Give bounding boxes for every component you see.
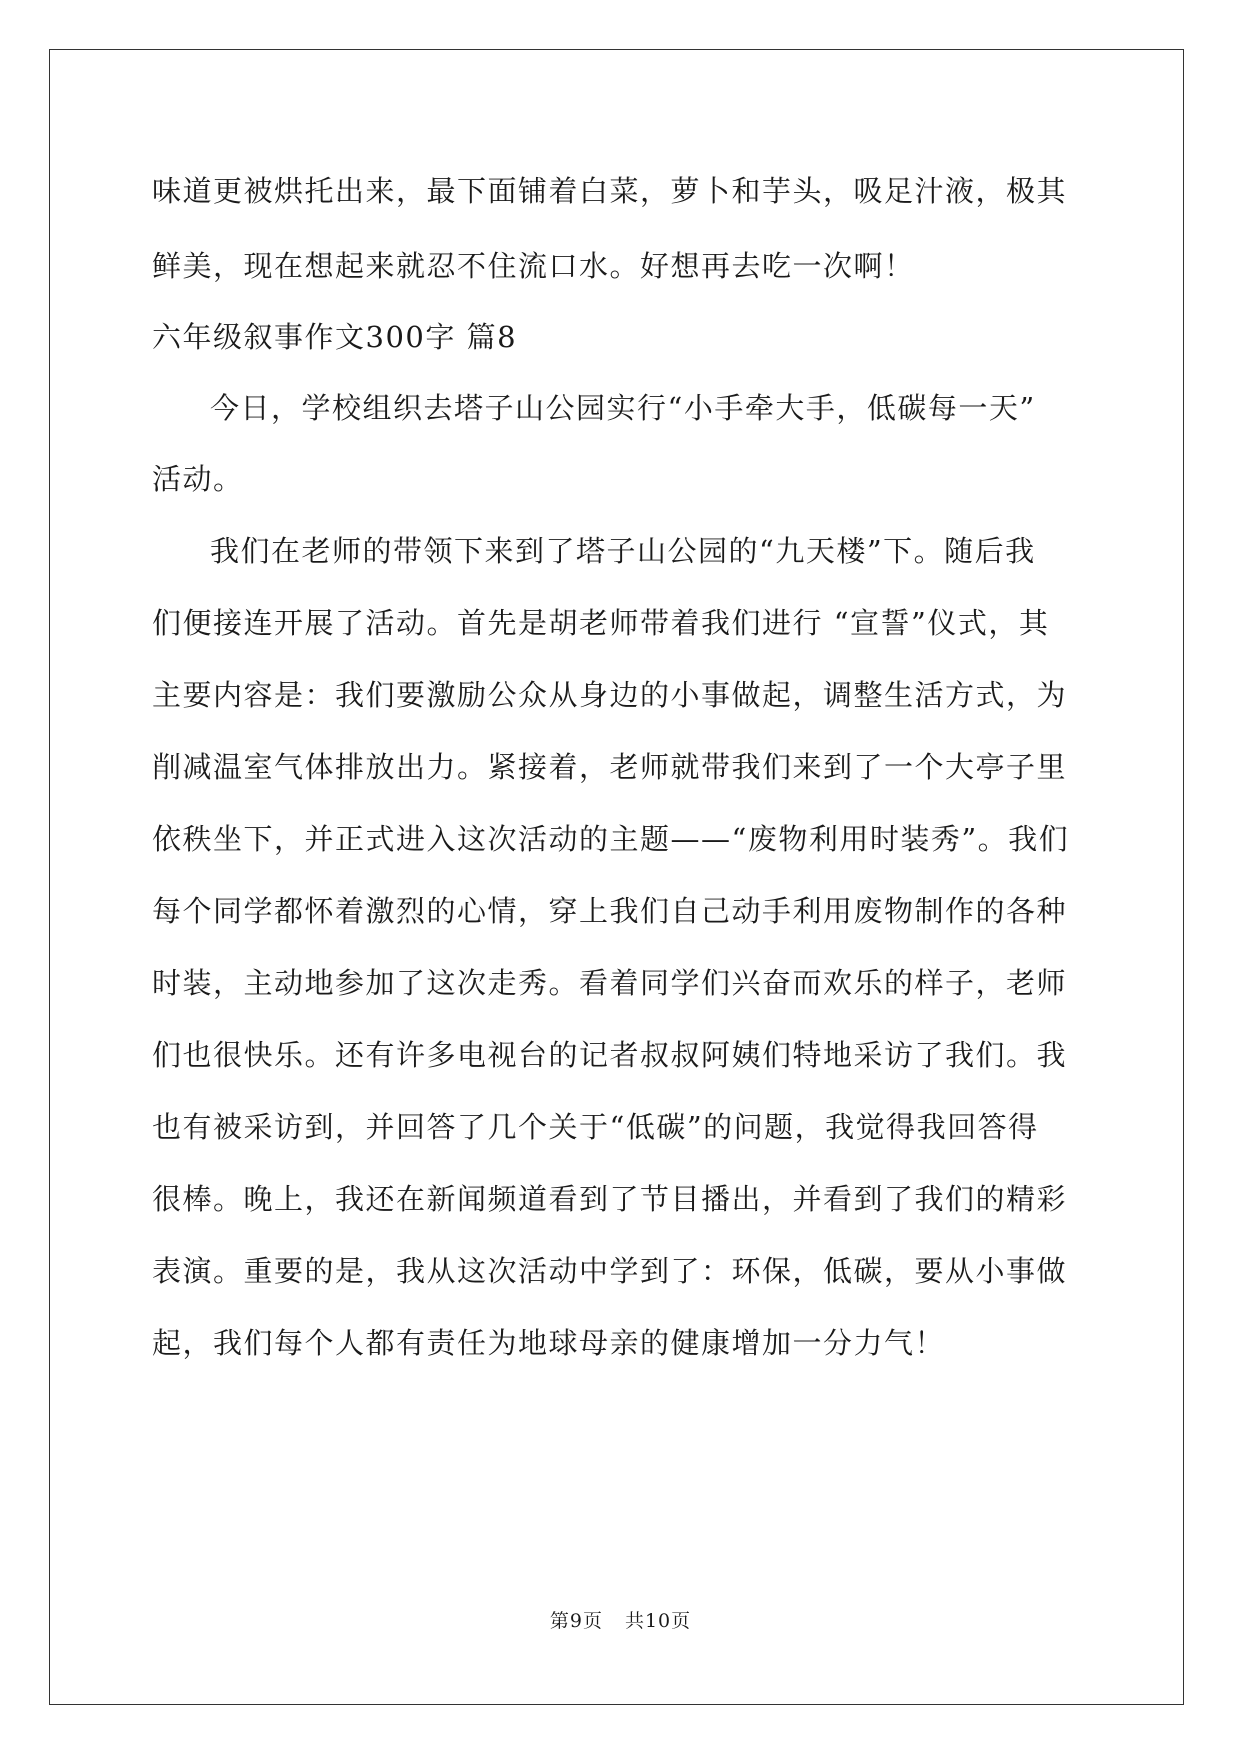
page-footer: [0, 1606, 1241, 1633]
page-border: [49, 49, 1184, 1705]
current-page-number: 第9页: [549, 1610, 603, 1632]
text-line: 起，我们每个人都有责任为地球母亲的健康增加一分力气！: [152, 1326, 946, 1360]
text-line: 每个同学都怀着激烈的心情，穿上我们自己动手利用废物制作的各种: [152, 894, 1068, 928]
total-pages: 共10页: [624, 1610, 692, 1632]
text-line: 时装，主动地参加了这次走秀。看着同学们兴奋而欢乐的样子，老师: [152, 966, 1068, 1000]
text-line: 活动。: [152, 462, 244, 496]
text-line: 很棒。晚上，我还在新闻频道看到了节目播出，并看到了我们的精彩: [152, 1182, 1068, 1216]
text-line: 们便接连开展了活动。首先是胡老师带着我们进行 “宣誓”仪式，其: [152, 606, 1050, 640]
text-line: 今日，学校组织去塔子山公园实行“小手牵大手，低碳每一天”: [210, 391, 1036, 425]
text-line: 依秩坐下，并正式进入这次活动的主题——“废物利用时装秀”。我们: [152, 822, 1070, 856]
text-line: 们也很快乐。还有许多电视台的记者叔叔阿姨们特地采访了我们。我: [152, 1038, 1068, 1072]
text-line: 表演。重要的是，我从这次活动中学到了：环保，低碳，要从小事做: [152, 1254, 1068, 1288]
text-line: 我们在老师的带领下来到了塔子山公园的“九天楼”下。随后我: [210, 534, 1036, 568]
text-line: 鲜美，现在想起来就忍不住流口水。好想再去吃一次啊！: [152, 249, 915, 283]
section-heading: 六年级叙事作文300字 篇8: [152, 320, 518, 354]
text-line: 削减温室气体排放出力。紧接着，老师就带我们来到了一个大亭子里: [152, 750, 1068, 784]
text-line: 也有被采访到，并回答了几个关于“低碳”的问题，我觉得我回答得: [152, 1110, 1039, 1144]
text-line: 味道更被烘托出来，最下面铺着白菜，萝卜和芋头，吸足汁液，极其: [152, 174, 1068, 208]
text-line: 主要内容是：我们要激励公众从身边的小事做起，调整生活方式，为: [152, 678, 1068, 712]
